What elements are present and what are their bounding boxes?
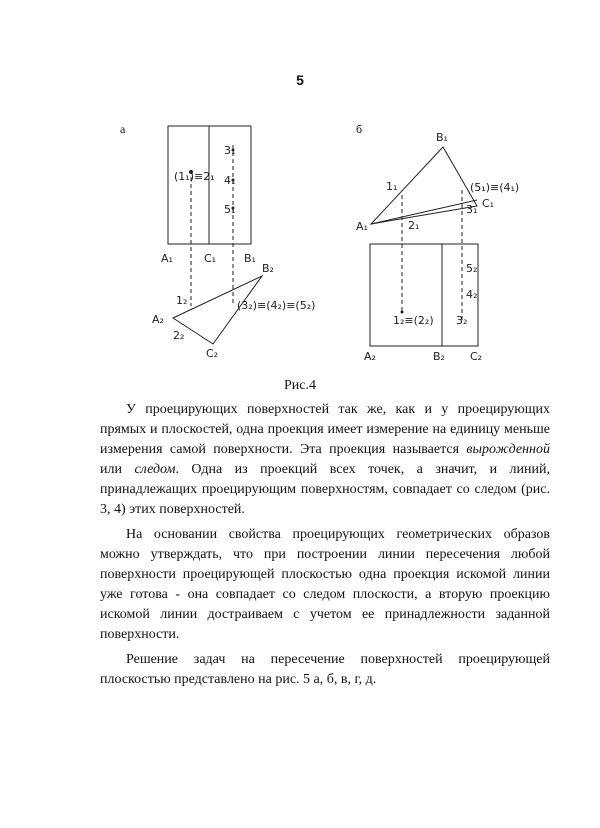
label-345-a: (3₂)≡(4₂)≡(5₂): [237, 299, 316, 312]
label-C2-b: C₂: [470, 350, 483, 363]
term-degenerate: вырожденной: [466, 442, 550, 457]
label-1-1-b: 1₁: [386, 180, 398, 193]
figure-caption: Рис.4: [284, 378, 316, 393]
label-2-2-a: 2₂: [173, 329, 185, 342]
label-3-1-b: 3₁: [466, 203, 478, 216]
paragraph-1: У проецирующих поверхностей так же, как и у проецирующих прямых и плоскостей, одна проекция имеет измерение на единицу меньше измерения самой поверхности. Эта проекция называется вырожденной или следом. Одна из проекций всех точек, а значит, и линий, принадлежащих проецирующим поверхностям, совпадает со следом (рис. 3, 4) этих поверхностей.: [100, 402, 550, 517]
label-A1-a: A₁: [161, 252, 173, 265]
label-1-eq-2-b: 1₂≡(2₂): [393, 314, 434, 327]
label-B1-b: B₁: [436, 131, 448, 144]
paragraph-3: Решение задач на пересечение поверхностей проецирующей плоскостью представлено на рис. 5 а, б, в, г, д.: [100, 652, 550, 687]
label-1-eq-2: (1₁)≡2₁: [174, 170, 215, 183]
label-A2-a: A₂: [152, 313, 164, 326]
label-4-1: 4₁: [224, 174, 236, 187]
label-3-2-b: 3₂: [456, 314, 468, 327]
panel-b-label: б: [356, 122, 363, 136]
cutting-trace-b: [371, 200, 477, 224]
label-C1-a: C₁: [204, 252, 217, 265]
label-2-1-b: 2₁: [408, 219, 420, 232]
body-text: [100, 400, 550, 695]
panel-a: [120, 122, 315, 360]
label-B1-a: B₁: [244, 252, 256, 265]
panel-a-label: а: [120, 122, 126, 136]
label-1-2-a: 1₂: [176, 294, 188, 307]
label-5-2-b: 5₂: [466, 262, 478, 275]
paragraph-2: На основании свойства проецирующих геометрических образов можно утверждать, что при построении линии пересечения любой поверхности проецирующей плоскостью одна проекция искомой линии уже готова - она совпадает со следом плоскости, а вторую проекцию искомой линии достраиваем с учетом ее принадлежности заданной поверхности.: [100, 527, 550, 642]
figure-4: [0, 0, 600, 380]
term-trace: следом: [134, 462, 176, 477]
label-A2-b: A₂: [364, 350, 376, 363]
label-C1-b: C₁: [482, 197, 495, 210]
label-B2-a: B₂: [262, 262, 274, 275]
label-B2-b: B₂: [433, 350, 445, 363]
label-C2-a: C₂: [206, 347, 219, 360]
label-4-2-b: 4₂: [466, 288, 478, 301]
page-number: 5: [296, 72, 304, 88]
label-3-1: 3₁: [224, 144, 236, 157]
panel-b: [356, 122, 519, 363]
label-5-4-b: (5₁)≡(4₁): [470, 181, 520, 194]
label-5-1: 5₁: [224, 203, 236, 216]
label-A1-b: A₁: [356, 220, 368, 233]
